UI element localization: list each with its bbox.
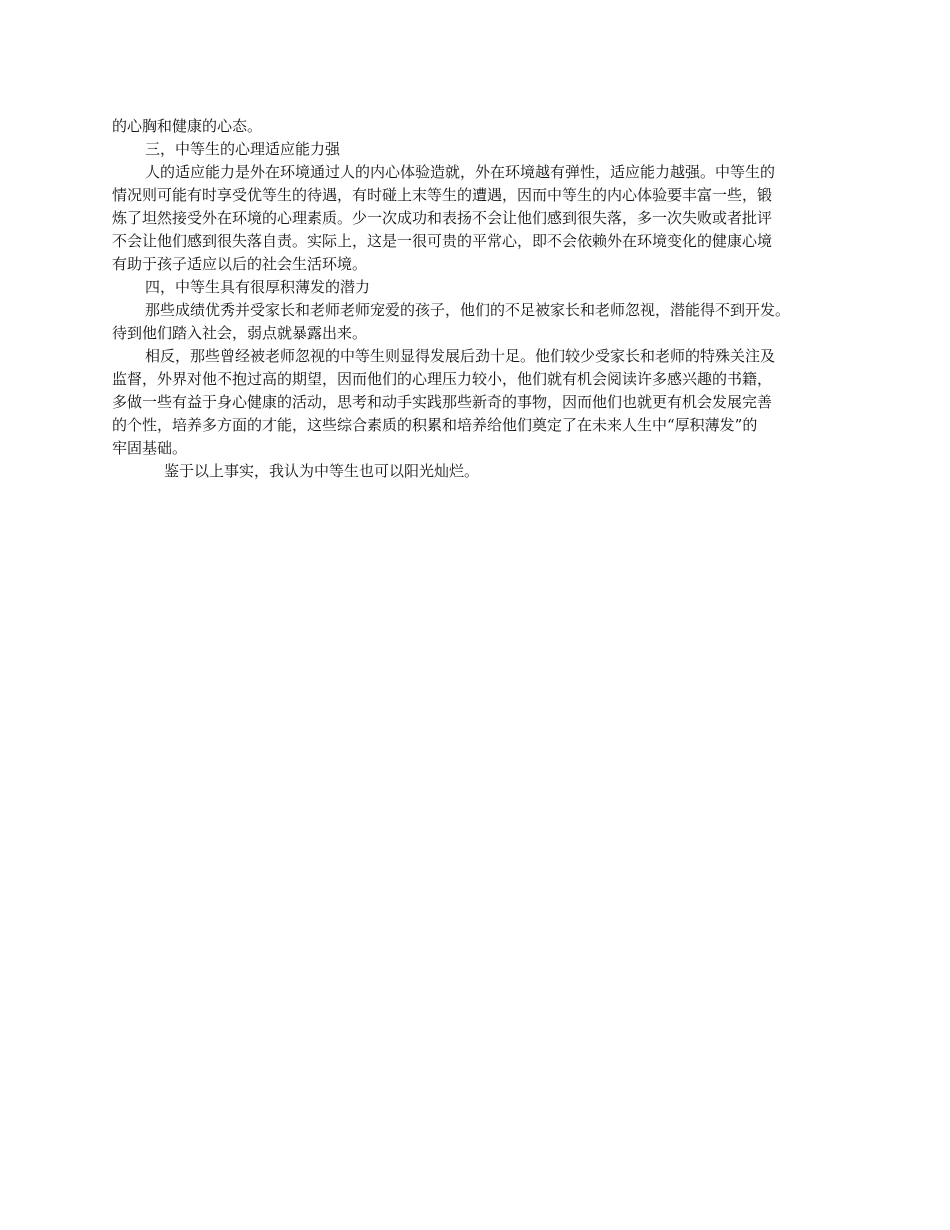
text-line: 的个性，培养多方面的才能，这些综合素质的积累和培养给他们奠定了在未来人生中“厚积薄发”的 [112,416,758,434]
text-line: 鉴于以上事实，我认为中等生也可以阳光灿烂。 [164,462,480,480]
text-line: 那些成绩优秀并受家长和老师老师宠爱的孩子，他们的不足被家长和老师忽视，潜能得不到开发。 [145,301,791,319]
text-line: 炼了坦然接受外在环境的心理素质。少一次成功和表扬不会让他们感到很失落，多一次失败或者批评 [112,209,773,227]
text-line: 有助于孩子适应以后的社会生活环境。 [112,255,368,273]
text-line: 四，中等生具有很厚积薄发的潜力 [145,278,371,296]
document-body [112,115,842,483]
text-line: 多做一些有益于身心健康的活动，思考和动手实践那些新奇的事物，因而他们也就更有机会发展完善 [112,393,773,411]
text-line: 人的适应能力是外在环境通过人的内心体验造就，外在环境越有弹性，适应能力越强。中等生的 [145,163,776,181]
text-line: 情况则可能有时享受优等生的待遇，有时碰上末等生的遭遇，因而中等生的内心体验要丰富一些，锻 [112,186,773,204]
text-line: 三，中等生的心理适应能力强 [145,140,341,158]
text-line: 的心胸和健康的心态。 [112,117,263,135]
text-line: 待到他们踏入社会，弱点就暴露出来。 [112,324,368,342]
text-line: 不会让他们感到很失落自责。实际上，这是一很可贵的平常心，即不会依赖外在环境变化的健康心境 [112,232,773,250]
text-line: 牢固基础。 [112,439,188,457]
text-line: 监督，外界对他不抱过高的期望，因而他们的心理压力较小，他们就有机会阅读许多感兴趣的书籍， [112,370,773,388]
text-line: 相反，那些曾经被老师忽视的中等生则显得发展后劲十足。他们较少受家长和老师的特殊关注及 [145,347,776,365]
